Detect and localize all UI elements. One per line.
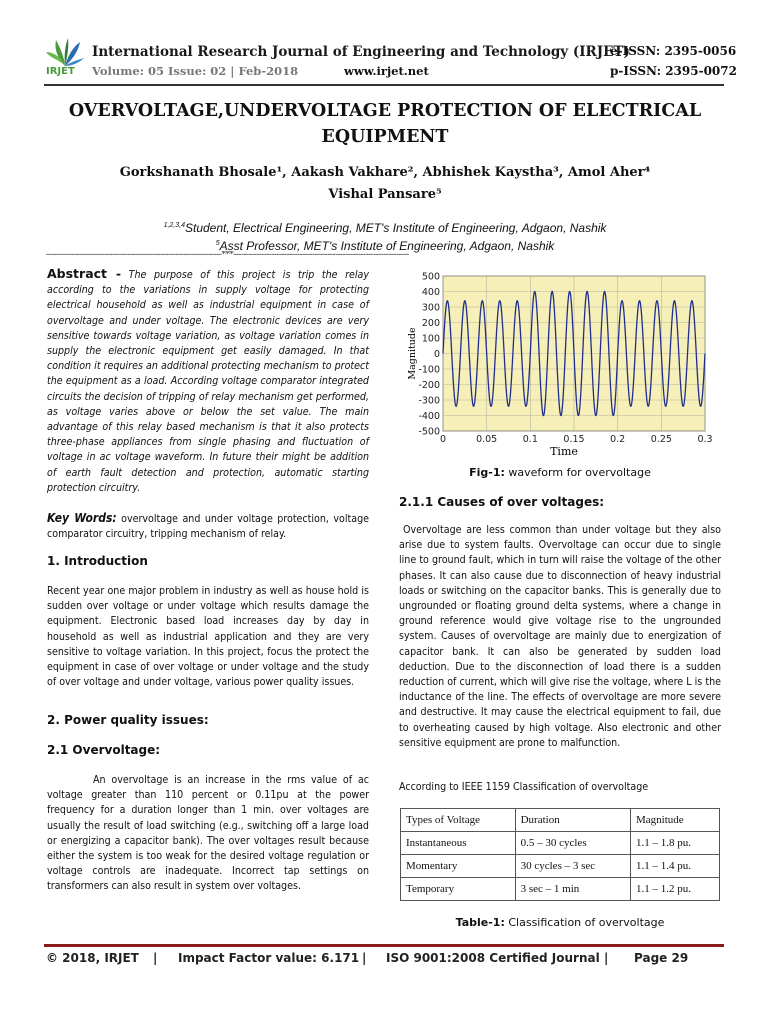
journal-logo xyxy=(44,36,86,82)
causes-heading: 2.1.1 Causes of over voltages: xyxy=(399,495,605,509)
authors-line-1: Gorkshanath Bhosale¹, Aakash Vakhare², Abhishek Kaystha³, Amol Aher⁴ xyxy=(119,165,651,180)
x-tick-label: 0.3 xyxy=(697,434,713,445)
x-axis-label: Time xyxy=(550,445,578,455)
y-tick-label: 100 xyxy=(421,333,440,345)
x-tick-label: 0.2 xyxy=(610,434,626,445)
footer-iso: ISO 9001:2008 Certified Journal xyxy=(386,951,600,965)
table-caption xyxy=(399,916,721,929)
journal-website: www.irjet.net xyxy=(344,64,429,78)
author-list xyxy=(60,162,710,206)
x-tick-label: 0.1 xyxy=(522,434,538,445)
y-tick-label: -200 xyxy=(418,380,440,391)
y-tick-label: -300 xyxy=(418,395,440,407)
footer-separator: | xyxy=(362,951,367,965)
overvoltage-waveform-chart xyxy=(405,270,715,455)
y-tick-label: 500 xyxy=(421,271,440,283)
table-cell: Momentary xyxy=(401,855,516,878)
footer-separator: | xyxy=(153,951,158,965)
affiliations xyxy=(60,218,710,254)
table-header-cell: Types of Voltage xyxy=(401,809,516,832)
table-header-cell: Duration xyxy=(515,809,630,832)
table-cell: 30 cycles – 3 sec xyxy=(515,855,630,878)
table-cell: 3 sec – 1 min xyxy=(515,878,630,901)
table-caption-text: Classification of overvoltage xyxy=(508,916,665,929)
abstract-block xyxy=(47,266,369,496)
table-cell: 1.1 – 1.2 pu. xyxy=(630,878,719,901)
overvoltage-text: An overvoltage is an increase in the rms value of ac voltage greater than 110 percent or 0.11pu at the power frequency for a duration longer than 1 min. over voltages are usually the result of load switching (e.g., switching off a large load or energizing a capacitor bank). The over voltages result because either the system is too weak for the desired voltage regulation or voltage controls are inadequate. Incorrect tap settings on transformers can also result in system over voltages. xyxy=(47,774,369,893)
affiliation-2-text: Asst Professor, MET's Institute of Engineering, Adgaon, Nashik xyxy=(219,239,555,253)
x-tick-label: 0.05 xyxy=(476,434,498,445)
footer-copyright: © 2018, IRJET xyxy=(46,951,139,965)
table-row xyxy=(401,832,720,855)
keywords-text: overvoltage and under voltage protection, voltage comparator circuitry, tripping mechanism of relay. xyxy=(47,513,369,541)
y-tick-label: -500 xyxy=(418,426,440,438)
y-tick-label: 400 xyxy=(421,287,440,298)
table-cell: Instantaneous xyxy=(401,832,516,855)
y-tick-label: 300 xyxy=(421,302,440,314)
y-tick-label: 0 xyxy=(433,349,440,360)
causes-text: Overvoltage are less common than under voltage but they also arise due to system faults. Overvoltage can occur due to single line to ground fault, which in turn will raise the voltage of the other phases. It can also cause due to disconnection of heavy industrial loads or switching on the capacitor banks. This is generally due to ungrounded or floating ground delta systems, where a change in ground reference would give voltage rise to the ungrounded system. Causes of overvoltage are mainly due to energization of capacitor bank. It can also be generated by sudden load deduction. Due to the disconnection of load there is a sudden reduction of current, which will give rise the voltage, where L is the inductance of the line. The effects of overvoltage are more severe and destructive. It may cause the electrical equipment to fail, due to overheating caused by high voltage. Also electronic and other sensitive equipment are prone to malfunction. xyxy=(399,524,721,749)
logo-text: IRJET xyxy=(46,66,75,77)
separator-line: ---------------------------------------------------------------------***--------------------------------------------------------------------- xyxy=(46,251,409,259)
y-tick-label: -100 xyxy=(418,364,440,376)
x-tick-label: 0.15 xyxy=(563,434,585,445)
table-cell: 1.1 – 1.4 pu. xyxy=(630,855,719,878)
y-tick-label: -400 xyxy=(418,411,440,422)
affiliation-2-sup: 5 xyxy=(215,240,220,247)
header-rule xyxy=(44,84,724,86)
y-axis-label: Magnitude xyxy=(407,327,418,380)
affiliation-1 xyxy=(60,218,710,236)
power-quality-heading: 2. Power quality issues: xyxy=(47,713,209,727)
affiliation-1-sup: 1,2,3,4 xyxy=(163,222,185,229)
table-row xyxy=(401,855,720,878)
overvoltage-heading: 2.1 Overvoltage: xyxy=(47,743,161,757)
table-caption-label: Table-1: xyxy=(455,916,505,929)
table-row xyxy=(401,878,720,901)
volume-issue: Volume: 05 Issue: 02 | Feb-2018 xyxy=(92,64,299,78)
authors-line-2: Vishal Pansare⁵ xyxy=(328,187,442,202)
e-issn: e-ISSN: 2395-0056 xyxy=(610,44,737,58)
intro-heading: 1. Introduction xyxy=(47,554,148,568)
abstract-text: The purpose of this project is trip the relay according to the variations in supply voltage for protecting electrical household as well as industrial equipment in case of overvoltage and under voltage. The electronic devices are very sensitive towards voltage variation, as voltage variation comes in supply the electronic equipment get easily damaged. In that condition it requires an additional protecting mechanism to protect the equipment as a load. According voltage comparator integrated circuits the decision of tripping of relay mechanism get performed, as voltage varies above or below the set value. The main advantage of this relay based mechanism is that it also protects three-phase appliances from single phasing and fluctuation of voltage in ac voltage waveform. In future their might be addition of earth fault detection and protection, automatic starting protection circuitry. xyxy=(47,269,369,494)
intro-text: Recent year one major problem in industry as well as house hold is sudden over voltage or under voltage which results damage the equipment. Electronic based load increases day by day in household as well as industrial application and they are very sensitive to voltage variation. In this project, focus the protect the equipment in case of over voltage or under voltage and the study of over voltage and under voltage, various power quality issues. xyxy=(47,585,369,689)
table-cell: 0.5 – 30 cycles xyxy=(515,832,630,855)
table-cell: 1.1 – 1.8 pu. xyxy=(630,832,719,855)
classification-table xyxy=(400,808,720,901)
table-cell: Temporary xyxy=(401,878,516,901)
footer-rule xyxy=(44,944,724,947)
footer-impact-factor: Impact Factor value: 6.171 xyxy=(178,951,360,965)
footer-separator: | xyxy=(604,951,609,965)
figure-caption xyxy=(399,466,721,479)
x-tick-label: 0 xyxy=(439,434,447,445)
table-header-row xyxy=(401,809,720,832)
p-issn: p-ISSN: 2395-0072 xyxy=(610,64,737,78)
figure-caption-text: waveform for overvoltage xyxy=(508,466,651,479)
affiliation-1-text: Student, Electrical Engineering, MET's Institute of Engineering, Adgaon, Nashik xyxy=(185,221,607,235)
table-header-cell: Magnitude xyxy=(630,809,719,832)
y-tick-label: 200 xyxy=(421,318,440,329)
figure-caption-label: Fig-1: xyxy=(469,466,505,479)
ieee-text: According to IEEE 1159 Classification of overvoltage xyxy=(399,781,649,793)
abstract-heading: Abstract - xyxy=(47,266,122,281)
x-tick-label: 0.25 xyxy=(650,434,672,445)
footer-page-number: Page 29 xyxy=(634,951,689,965)
keywords-block xyxy=(47,511,369,542)
keywords-heading: Key Words: xyxy=(47,511,117,525)
journal-name: International Research Journal of Engineering and Technology (IRJET) xyxy=(92,44,630,60)
paper-title: OVERVOLTAGE,UNDERVOLTAGE PROTECTION OF ELECTRICAL EQUIPMENT xyxy=(68,101,702,147)
